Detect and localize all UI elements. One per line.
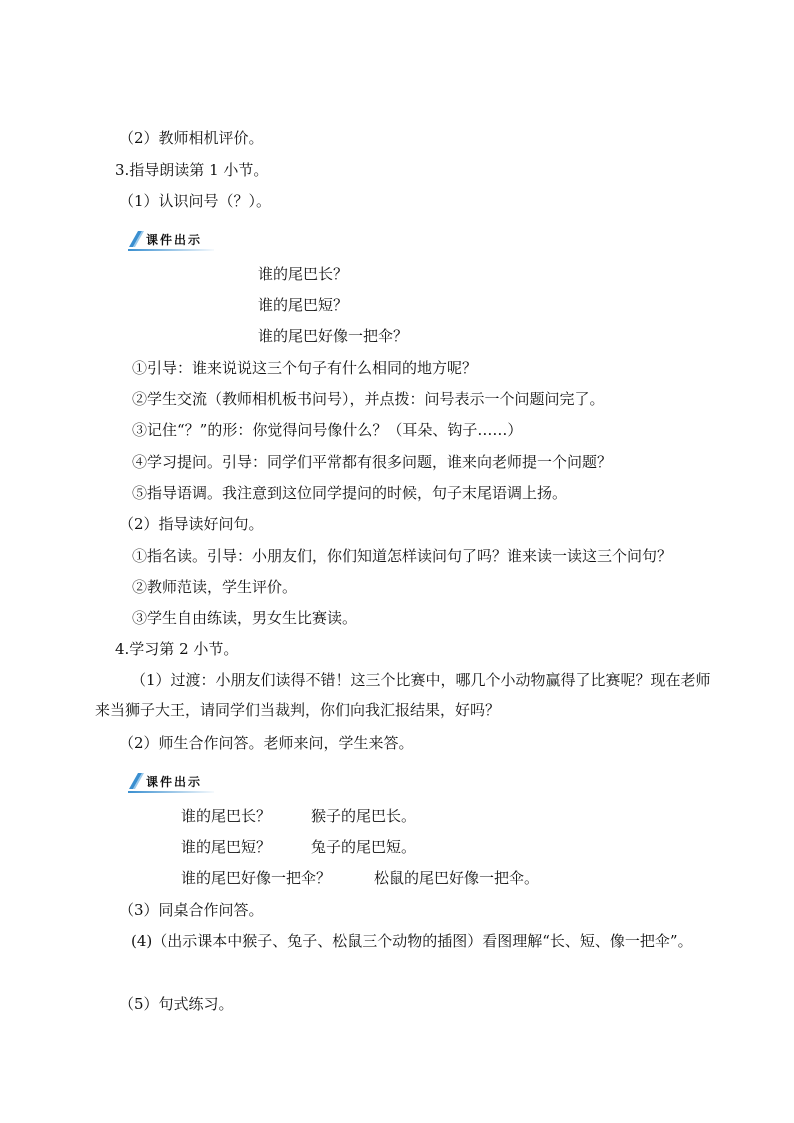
slide1-question-2: 谁的尾巴短？ <box>258 296 349 314</box>
qa-answer-1: 猴子的尾巴长。 <box>311 807 417 825</box>
circled-3-shape: ③记住“？”的形：你觉得问号像什么？（耳朵、钩子……） <box>132 421 523 439</box>
slide1-question-3: 谁的尾巴好像一把伞？ <box>258 327 409 345</box>
slide-label-2 <box>128 770 202 792</box>
qa-question-3: 谁的尾巴好像一把伞？ <box>181 869 332 887</box>
circled-5-intonation: ⑤指导语调。我注意到这位同学提问的时候，句子末尾语调上扬。 <box>132 484 568 502</box>
qa-question-2: 谁的尾巴短？ <box>181 838 272 856</box>
section-3-heading: 3.指导朗读第 1 小节。 <box>115 161 269 179</box>
circled-4-ask: ④学习提问。引导：同学们平常都有很多问题，谁来向老师提一个问题？ <box>132 453 613 471</box>
circled-1-name-read: ①指名读。引导：小朋友们，你们知道怎样读问句了吗？谁来读一读这三个问句？ <box>132 547 673 565</box>
step-2-teacher-evaluation: （2）教师相机评价。 <box>119 129 264 147</box>
step-2-read-questions: （2）指导读好问句。 <box>119 515 264 533</box>
slash-mark-icon <box>128 772 144 790</box>
slide-label-underline <box>128 791 214 793</box>
qa-answer-2: 兔子的尾巴短。 <box>311 838 417 856</box>
step-1-question-mark: （1）认识问号（？）。 <box>119 192 272 210</box>
slide-label-underline <box>128 249 214 251</box>
section-4-heading: 4.学习第 2 小节。 <box>115 640 239 658</box>
slide-label-text: 课件出示 <box>146 232 203 247</box>
step-2-teacher-student-qa: （2）师生合作问答。老师来问，学生来答。 <box>119 734 414 752</box>
circled-2-model-read: ②教师范读，学生评价。 <box>132 578 298 596</box>
step-5-sentence-practice: （5）句式练习。 <box>119 995 234 1013</box>
circled-1-guide: ①引导：谁来说说这三个句子有什么相同的地方呢？ <box>132 359 478 377</box>
slash-mark-icon <box>128 230 144 248</box>
qa-question-1: 谁的尾巴长？ <box>181 807 272 825</box>
circled-3-free-read: ③学生自由练读，男女生比赛读。 <box>132 609 358 627</box>
transition-paragraph: （1）过渡：小朋友们读得不错！这三个比赛中，哪几个小动物赢得了比赛呢？现在老师来当狮子大王，请同学们当裁判，你们向我汇报结果，好吗？ <box>95 671 711 719</box>
slide1-question-1: 谁的尾巴长？ <box>258 265 349 283</box>
step-4-picture-understanding: (4)（出示课本中猴子、兔子、松鼠三个动物的插图）看图理解“长、短、像一把伞”。 <box>131 932 693 950</box>
slide-label-1 <box>128 228 202 250</box>
circled-2-exchange: ②学生交流（教师相机板书问号），并点拨：问号表示一个问题问完了。 <box>132 390 605 408</box>
qa-answer-3: 松鼠的尾巴好像一把伞。 <box>374 869 540 887</box>
step-3-desk-mates: （3）同桌合作问答。 <box>119 901 264 919</box>
slide-label-text: 课件出示 <box>146 774 203 789</box>
